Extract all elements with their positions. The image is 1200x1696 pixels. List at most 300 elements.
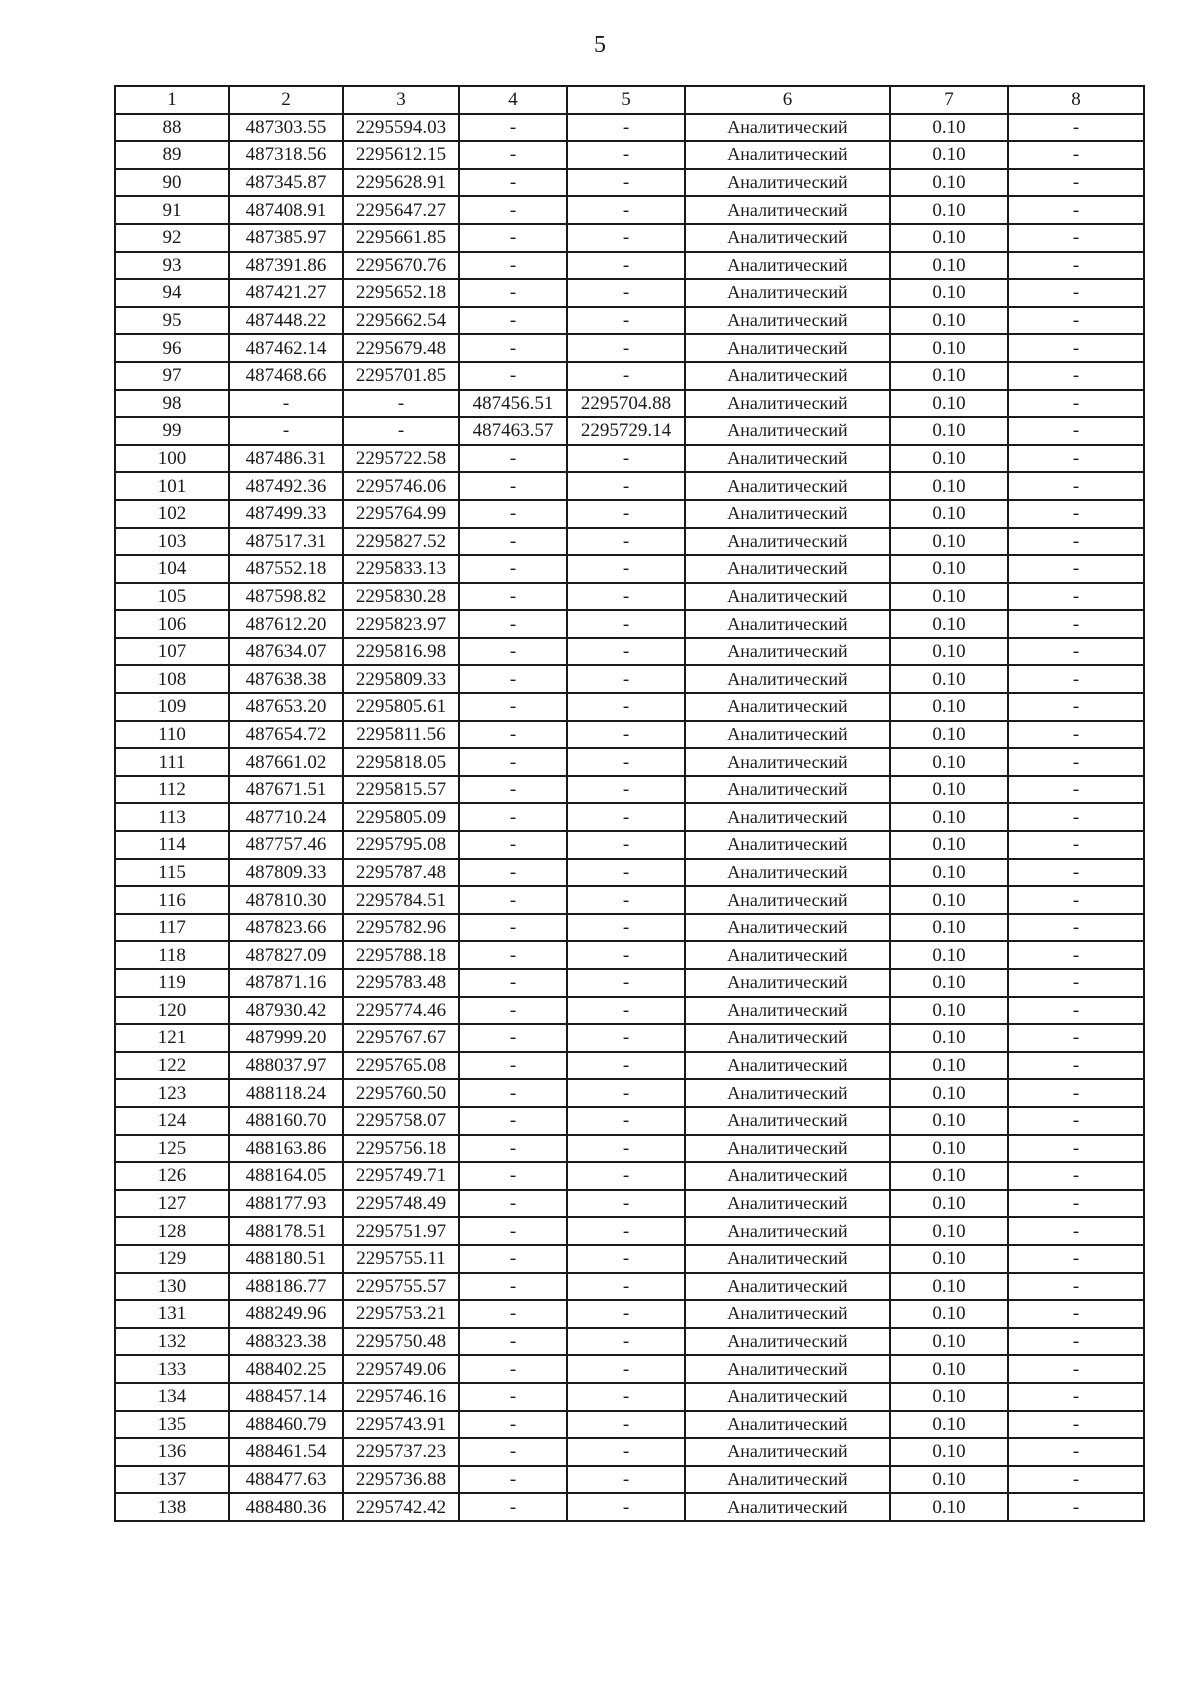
y-coordinate-cell: - [343,390,459,418]
table-row [115,1217,1144,1245]
y-alt-coordinate-cell: - [567,1135,685,1163]
x-coordinate-cell: 487408.91 [229,196,343,224]
accuracy-cell: 0.10 [890,1438,1008,1466]
method-cell: Аналитический [685,334,890,362]
x-coordinate-cell: 487638.38 [229,665,343,693]
table-row [115,997,1144,1025]
y-coordinate-cell: 2295823.97 [343,610,459,638]
accuracy-cell: 0.10 [890,638,1008,666]
table-row [115,141,1144,169]
y-coordinate-cell: 2295748.49 [343,1190,459,1218]
note-cell: - [1008,1383,1144,1411]
column-header: 8 [1008,86,1144,114]
x-coordinate-cell: 487809.33 [229,859,343,887]
x-coordinate-cell: 488160.70 [229,1107,343,1135]
table-row [115,1355,1144,1383]
y-alt-coordinate-cell: - [567,969,685,997]
note-cell: - [1008,500,1144,528]
y-alt-coordinate-cell: - [567,1052,685,1080]
accuracy-cell: 0.10 [890,997,1008,1025]
x-coordinate-cell: 487653.20 [229,693,343,721]
x-alt-coordinate-cell: - [459,1411,567,1439]
accuracy-cell: 0.10 [890,1493,1008,1521]
table-row [115,665,1144,693]
method-cell: Аналитический [685,914,890,942]
point-number-cell: 111 [115,748,229,776]
accuracy-cell: 0.10 [890,886,1008,914]
column-header: 6 [685,86,890,114]
accuracy-cell: 0.10 [890,334,1008,362]
x-coordinate-cell: 487871.16 [229,969,343,997]
method-cell: Аналитический [685,500,890,528]
point-number-cell: 135 [115,1411,229,1439]
method-cell: Аналитический [685,941,890,969]
y-alt-coordinate-cell: - [567,997,685,1025]
y-coordinate-cell: 2295805.61 [343,693,459,721]
method-cell: Аналитический [685,1217,890,1245]
point-number-cell: 90 [115,169,229,197]
x-coordinate-cell: 488118.24 [229,1079,343,1107]
y-alt-coordinate-cell: - [567,196,685,224]
method-cell: Аналитический [685,693,890,721]
x-alt-coordinate-cell: 487463.57 [459,417,567,445]
point-number-cell: 99 [115,417,229,445]
x-alt-coordinate-cell: - [459,307,567,335]
y-alt-coordinate-cell: - [567,886,685,914]
table-row [115,390,1144,418]
accuracy-cell: 0.10 [890,1328,1008,1356]
y-coordinate-cell: 2295701.85 [343,362,459,390]
note-cell: - [1008,1411,1144,1439]
x-alt-coordinate-cell: - [459,1107,567,1135]
accuracy-cell: 0.10 [890,1411,1008,1439]
y-coordinate-cell: 2295742.42 [343,1493,459,1521]
y-alt-coordinate-cell: - [567,1466,685,1494]
point-number-cell: 94 [115,279,229,307]
note-cell: - [1008,1493,1144,1521]
y-alt-coordinate-cell: - [567,1079,685,1107]
y-coordinate-cell: 2295811.56 [343,721,459,749]
table-row [115,224,1144,252]
y-coordinate-cell: 2295755.11 [343,1245,459,1273]
x-coordinate-cell: - [229,417,343,445]
x-alt-coordinate-cell: - [459,693,567,721]
method-cell: Аналитический [685,886,890,914]
x-coordinate-cell: 487391.86 [229,252,343,280]
accuracy-cell: 0.10 [890,500,1008,528]
method-cell: Аналитический [685,1107,890,1135]
accuracy-cell: 0.10 [890,362,1008,390]
page-number: 5 [594,32,606,58]
method-cell: Аналитический [685,445,890,473]
y-coordinate-cell: 2295746.06 [343,472,459,500]
x-coordinate-cell: 487448.22 [229,307,343,335]
method-cell: Аналитический [685,583,890,611]
point-number-cell: 137 [115,1466,229,1494]
y-coordinate-cell: 2295594.03 [343,114,459,142]
accuracy-cell: 0.10 [890,1190,1008,1218]
note-cell: - [1008,334,1144,362]
note-cell: - [1008,693,1144,721]
x-coordinate-cell: 487499.33 [229,500,343,528]
x-alt-coordinate-cell: - [459,252,567,280]
y-coordinate-cell: 2295816.98 [343,638,459,666]
accuracy-cell: 0.10 [890,141,1008,169]
point-number-cell: 131 [115,1300,229,1328]
y-alt-coordinate-cell: - [567,334,685,362]
y-alt-coordinate-cell: - [567,307,685,335]
x-alt-coordinate-cell: - [459,886,567,914]
point-number-cell: 104 [115,555,229,583]
point-number-cell: 120 [115,997,229,1025]
y-alt-coordinate-cell: - [567,1355,685,1383]
x-alt-coordinate-cell: - [459,472,567,500]
accuracy-cell: 0.10 [890,1355,1008,1383]
y-alt-coordinate-cell: - [567,362,685,390]
y-coordinate-cell: 2295652.18 [343,279,459,307]
accuracy-cell: 0.10 [890,417,1008,445]
point-number-cell: 118 [115,941,229,969]
x-coordinate-cell: 487710.24 [229,803,343,831]
note-cell: - [1008,1024,1144,1052]
method-cell: Аналитический [685,665,890,693]
x-alt-coordinate-cell: - [459,1052,567,1080]
y-coordinate-cell: 2295662.54 [343,307,459,335]
table-body [115,114,1144,1521]
table-row [115,583,1144,611]
table-row [115,1024,1144,1052]
note-cell: - [1008,1355,1144,1383]
x-coordinate-cell: 487661.02 [229,748,343,776]
method-cell: Аналитический [685,141,890,169]
method-cell: Аналитический [685,1273,890,1301]
x-coordinate-cell: 488461.54 [229,1438,343,1466]
x-alt-coordinate-cell: - [459,1245,567,1273]
x-coordinate-cell: 487810.30 [229,886,343,914]
table-row [115,445,1144,473]
note-cell: - [1008,1438,1144,1466]
accuracy-cell: 0.10 [890,307,1008,335]
y-alt-coordinate-cell: - [567,555,685,583]
x-alt-coordinate-cell: - [459,362,567,390]
note-cell: - [1008,169,1144,197]
y-coordinate-cell: 2295628.91 [343,169,459,197]
note-cell: - [1008,969,1144,997]
note-cell: - [1008,997,1144,1025]
y-alt-coordinate-cell: - [567,141,685,169]
x-coordinate-cell: 487827.09 [229,941,343,969]
accuracy-cell: 0.10 [890,914,1008,942]
accuracy-cell: 0.10 [890,969,1008,997]
y-alt-coordinate-cell: - [567,610,685,638]
accuracy-cell: 0.10 [890,196,1008,224]
note-cell: - [1008,279,1144,307]
x-coordinate-cell: 488163.86 [229,1135,343,1163]
method-cell: Аналитический [685,224,890,252]
x-coordinate-cell: 487999.20 [229,1024,343,1052]
method-cell: Аналитический [685,1355,890,1383]
table-row [115,969,1144,997]
table-row [115,638,1144,666]
y-alt-coordinate-cell: - [567,638,685,666]
y-alt-coordinate-cell: - [567,1493,685,1521]
table-row [115,196,1144,224]
point-number-cell: 116 [115,886,229,914]
accuracy-cell: 0.10 [890,1273,1008,1301]
note-cell: - [1008,114,1144,142]
point-number-cell: 112 [115,776,229,804]
method-cell: Аналитический [685,1411,890,1439]
method-cell: Аналитический [685,1024,890,1052]
table-row [115,1300,1144,1328]
method-cell: Аналитический [685,1383,890,1411]
accuracy-cell: 0.10 [890,1079,1008,1107]
x-coordinate-cell: 487303.55 [229,114,343,142]
x-coordinate-cell: 487671.51 [229,776,343,804]
y-coordinate-cell: 2295827.52 [343,528,459,556]
note-cell: - [1008,252,1144,280]
y-coordinate-cell: 2295833.13 [343,555,459,583]
point-number-cell: 130 [115,1273,229,1301]
note-cell: - [1008,776,1144,804]
table-row [115,1493,1144,1521]
x-coordinate-cell: 487345.87 [229,169,343,197]
method-cell: Аналитический [685,555,890,583]
table-row [115,417,1144,445]
y-alt-coordinate-cell: 2295729.14 [567,417,685,445]
method-cell: Аналитический [685,1438,890,1466]
y-coordinate-cell: 2295737.23 [343,1438,459,1466]
method-cell: Аналитический [685,196,890,224]
x-alt-coordinate-cell: - [459,665,567,693]
x-alt-coordinate-cell: - [459,224,567,252]
note-cell: - [1008,472,1144,500]
x-coordinate-cell: 487598.82 [229,583,343,611]
point-number-cell: 125 [115,1135,229,1163]
x-coordinate-cell: 487552.18 [229,555,343,583]
accuracy-cell: 0.10 [890,610,1008,638]
column-header: 4 [459,86,567,114]
y-alt-coordinate-cell: - [567,169,685,197]
point-number-cell: 97 [115,362,229,390]
x-alt-coordinate-cell: - [459,638,567,666]
note-cell: - [1008,224,1144,252]
x-coordinate-cell: 487930.42 [229,997,343,1025]
point-number-cell: 121 [115,1024,229,1052]
point-number-cell: 89 [115,141,229,169]
table-row [115,914,1144,942]
x-alt-coordinate-cell: - [459,859,567,887]
y-coordinate-cell: 2295756.18 [343,1135,459,1163]
note-cell: - [1008,1300,1144,1328]
table-row [115,307,1144,335]
accuracy-cell: 0.10 [890,1217,1008,1245]
y-coordinate-cell: 2295722.58 [343,445,459,473]
note-cell: - [1008,1466,1144,1494]
x-coordinate-cell: 487517.31 [229,528,343,556]
table-row [115,114,1144,142]
accuracy-cell: 0.10 [890,1245,1008,1273]
column-header: 2 [229,86,343,114]
point-number-cell: 127 [115,1190,229,1218]
x-coordinate-cell: 488460.79 [229,1411,343,1439]
x-alt-coordinate-cell: - [459,831,567,859]
method-cell: Аналитический [685,831,890,859]
y-coordinate-cell: 2295767.67 [343,1024,459,1052]
x-alt-coordinate-cell: - [459,169,567,197]
method-cell: Аналитический [685,610,890,638]
note-cell: - [1008,362,1144,390]
accuracy-cell: 0.10 [890,1024,1008,1052]
x-alt-coordinate-cell: - [459,914,567,942]
point-number-cell: 92 [115,224,229,252]
y-alt-coordinate-cell: - [567,1162,685,1190]
note-cell: - [1008,721,1144,749]
note-cell: - [1008,196,1144,224]
point-number-cell: 129 [115,1245,229,1273]
table-row [115,362,1144,390]
table-row [115,1438,1144,1466]
accuracy-cell: 0.10 [890,279,1008,307]
y-alt-coordinate-cell: - [567,1273,685,1301]
method-cell: Аналитический [685,1328,890,1356]
method-cell: Аналитический [685,390,890,418]
table-row [115,859,1144,887]
y-coordinate-cell: 2295764.99 [343,500,459,528]
y-coordinate-cell: 2295815.57 [343,776,459,804]
y-alt-coordinate-cell: - [567,1383,685,1411]
point-number-cell: 128 [115,1217,229,1245]
x-coordinate-cell: 487654.72 [229,721,343,749]
y-alt-coordinate-cell: - [567,1107,685,1135]
point-number-cell: 123 [115,1079,229,1107]
accuracy-cell: 0.10 [890,803,1008,831]
method-cell: Аналитический [685,638,890,666]
y-alt-coordinate-cell: - [567,721,685,749]
y-coordinate-cell: 2295795.08 [343,831,459,859]
point-number-cell: 91 [115,196,229,224]
y-coordinate-cell: 2295743.91 [343,1411,459,1439]
accuracy-cell: 0.10 [890,583,1008,611]
accuracy-cell: 0.10 [890,1107,1008,1135]
y-coordinate-cell: 2295830.28 [343,583,459,611]
point-number-cell: 126 [115,1162,229,1190]
y-alt-coordinate-cell: - [567,748,685,776]
note-cell: - [1008,1273,1144,1301]
column-header: 7 [890,86,1008,114]
y-coordinate-cell: 2295787.48 [343,859,459,887]
x-alt-coordinate-cell: - [459,1493,567,1521]
y-coordinate-cell: 2295736.88 [343,1466,459,1494]
x-coordinate-cell: 487318.56 [229,141,343,169]
y-coordinate-cell: 2295788.18 [343,941,459,969]
y-coordinate-cell: 2295805.09 [343,803,459,831]
accuracy-cell: 0.10 [890,472,1008,500]
accuracy-cell: 0.10 [890,1135,1008,1163]
x-coordinate-cell: 487421.27 [229,279,343,307]
y-coordinate-cell: 2295784.51 [343,886,459,914]
point-number-cell: 138 [115,1493,229,1521]
y-alt-coordinate-cell: - [567,914,685,942]
method-cell: Аналитический [685,279,890,307]
x-coordinate-cell: 488477.63 [229,1466,343,1494]
accuracy-cell: 0.10 [890,748,1008,776]
table-row [115,831,1144,859]
x-alt-coordinate-cell: - [459,1438,567,1466]
table-row [115,776,1144,804]
y-coordinate-cell: 2295783.48 [343,969,459,997]
x-coordinate-cell: 487823.66 [229,914,343,942]
y-alt-coordinate-cell: - [567,776,685,804]
x-coordinate-cell: 488249.96 [229,1300,343,1328]
y-alt-coordinate-cell: - [567,1024,685,1052]
table-row [115,1466,1144,1494]
x-alt-coordinate-cell: - [459,141,567,169]
point-number-cell: 117 [115,914,229,942]
x-alt-coordinate-cell: - [459,279,567,307]
note-cell: - [1008,665,1144,693]
x-alt-coordinate-cell: - [459,1135,567,1163]
x-coordinate-cell: 487462.14 [229,334,343,362]
y-alt-coordinate-cell: - [567,472,685,500]
accuracy-cell: 0.10 [890,528,1008,556]
x-alt-coordinate-cell: - [459,1383,567,1411]
point-number-cell: 136 [115,1438,229,1466]
x-coordinate-cell: 487492.36 [229,472,343,500]
table-row [115,721,1144,749]
x-coordinate-cell: 487468.66 [229,362,343,390]
method-cell: Аналитический [685,1052,890,1080]
y-coordinate-cell: 2295679.48 [343,334,459,362]
note-cell: - [1008,748,1144,776]
accuracy-cell: 0.10 [890,555,1008,583]
note-cell: - [1008,941,1144,969]
y-alt-coordinate-cell: - [567,1438,685,1466]
x-alt-coordinate-cell: - [459,583,567,611]
method-cell: Аналитический [685,1190,890,1218]
point-number-cell: 106 [115,610,229,638]
point-number-cell: 105 [115,583,229,611]
table-header-row [115,86,1144,114]
table-row [115,1135,1144,1163]
method-cell: Аналитический [685,114,890,142]
accuracy-cell: 0.10 [890,1300,1008,1328]
method-cell: Аналитический [685,472,890,500]
y-alt-coordinate-cell: - [567,224,685,252]
table-row [115,748,1144,776]
note-cell: - [1008,1052,1144,1080]
method-cell: Аналитический [685,1135,890,1163]
note-cell: - [1008,445,1144,473]
accuracy-cell: 0.10 [890,252,1008,280]
x-coordinate-cell: 487634.07 [229,638,343,666]
table-row [115,803,1144,831]
y-coordinate-cell: 2295782.96 [343,914,459,942]
accuracy-cell: 0.10 [890,831,1008,859]
table-row [115,886,1144,914]
y-coordinate-cell: 2295755.57 [343,1273,459,1301]
y-alt-coordinate-cell: - [567,1245,685,1273]
accuracy-cell: 0.10 [890,390,1008,418]
y-coordinate-cell: 2295749.71 [343,1162,459,1190]
x-alt-coordinate-cell: - [459,500,567,528]
y-alt-coordinate-cell: - [567,445,685,473]
y-coordinate-cell: 2295749.06 [343,1355,459,1383]
note-cell: - [1008,583,1144,611]
method-cell: Аналитический [685,803,890,831]
y-alt-coordinate-cell: - [567,583,685,611]
note-cell: - [1008,831,1144,859]
